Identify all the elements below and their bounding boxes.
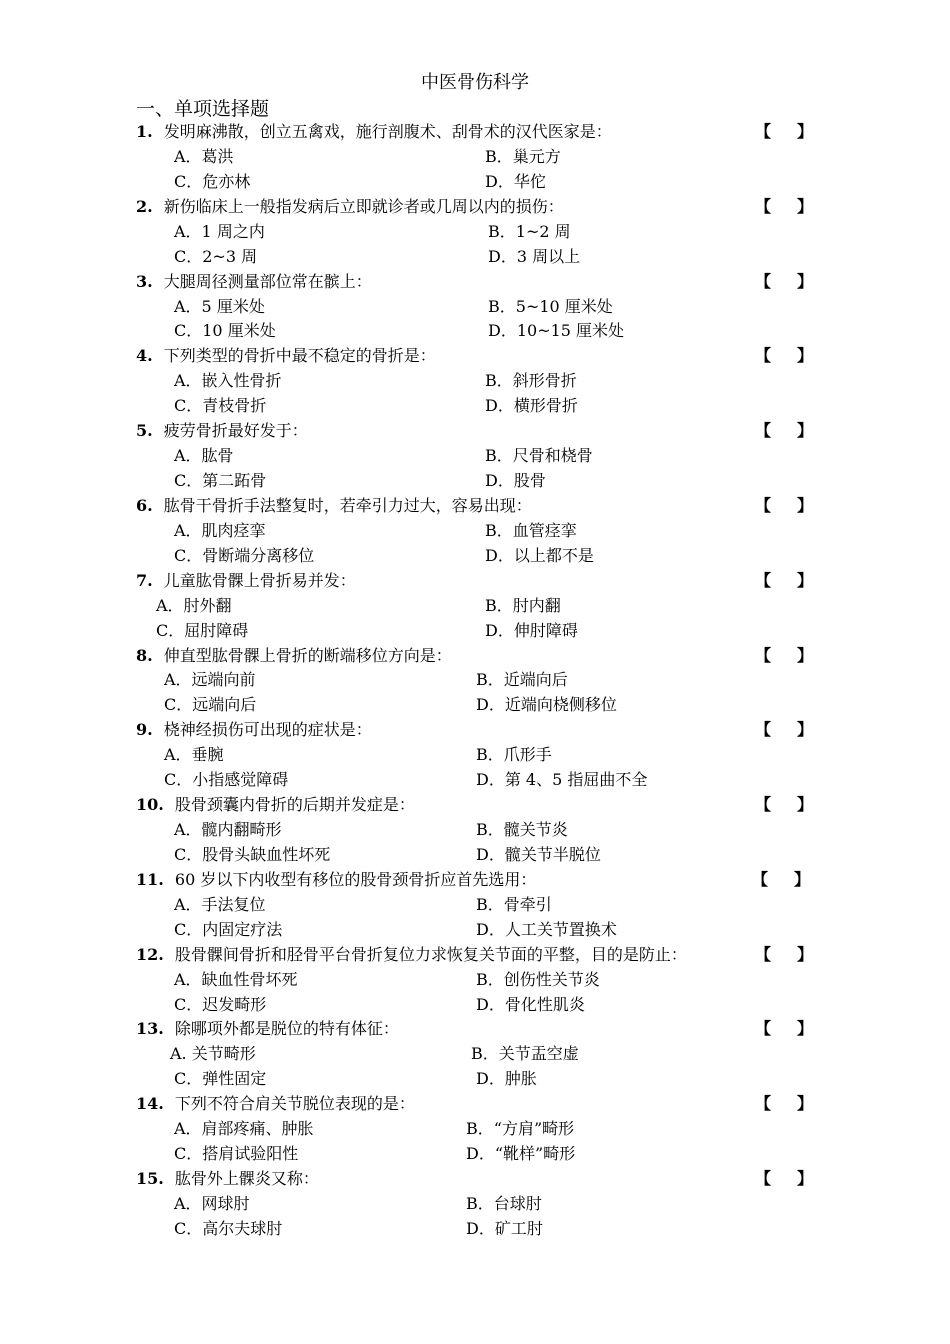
bracket-open: 【 xyxy=(755,720,772,740)
option-c: C．股骨头缺血性坏死 xyxy=(174,844,331,864)
option-c: C．弹性固定 xyxy=(174,1069,267,1089)
option-b: B．“方肩”畸形 xyxy=(466,1119,575,1139)
option-a: A．网球肘 xyxy=(174,1193,250,1213)
question-row xyxy=(136,793,415,817)
bracket-close: 】 xyxy=(793,869,810,889)
question-number: 14. xyxy=(136,1094,164,1114)
option-a: A．髋内翻畸形 xyxy=(174,820,282,840)
answer-bracket[interactable] xyxy=(755,1092,813,1116)
question-number: 8. xyxy=(136,645,153,665)
option-a: A．嵌入性骨折 xyxy=(174,371,282,391)
option-d: D．横形骨折 xyxy=(485,396,578,416)
option-a: A．手法复位 xyxy=(174,894,266,914)
option-a: A. 关节畸形 xyxy=(170,1044,256,1064)
option-b: B．5~10 厘米处 xyxy=(488,296,613,316)
option-c: C．危亦林 xyxy=(174,171,251,191)
question-row xyxy=(136,494,532,518)
option-d: D．骨化性肌炎 xyxy=(476,994,585,1014)
option-d: D．华佗 xyxy=(485,171,546,191)
bracket-close: 】 xyxy=(796,271,813,291)
option-d: D．肿胀 xyxy=(476,1069,537,1089)
question-text: 发明麻沸散，创立五禽戏，施行剖腹术、刮骨术的汉代医家是： xyxy=(158,122,612,141)
option-d: D．以上都不是 xyxy=(485,545,594,565)
answer-bracket[interactable] xyxy=(755,1167,813,1191)
question-row xyxy=(136,943,687,967)
option-d: D．伸肘障碍 xyxy=(485,620,578,640)
option-c: C．10 厘米处 xyxy=(174,321,276,341)
bracket-open: 【 xyxy=(752,869,769,889)
question-number: 12. xyxy=(136,944,164,964)
answer-bracket[interactable] xyxy=(752,868,810,892)
question-number: 5. xyxy=(136,421,153,441)
question-row xyxy=(136,644,452,668)
option-c: C．屈肘障碍 xyxy=(156,620,249,640)
option-b: B．创伤性关节炎 xyxy=(476,969,600,989)
question-row xyxy=(136,195,564,219)
option-c: C．内固定疗法 xyxy=(174,919,283,939)
bracket-open: 【 xyxy=(755,1019,772,1039)
answer-bracket[interactable] xyxy=(755,494,813,518)
answer-bracket[interactable] xyxy=(755,344,813,368)
option-d: D．近端向桡侧移位 xyxy=(476,695,617,715)
option-a: A．缺血性骨坏死 xyxy=(174,969,298,989)
option-b: B．关节盂空虚 xyxy=(471,1044,579,1064)
question-number: 7. xyxy=(136,570,153,590)
question-text: 大腿周径测量部位常在髌上： xyxy=(158,271,372,291)
bracket-close: 】 xyxy=(796,1169,813,1189)
question-text: 新伤临床上一般指发病后立即就诊者或几周以内的损伤： xyxy=(158,196,564,216)
option-c: C．远端向后 xyxy=(164,695,257,715)
option-b: B．髋关节炎 xyxy=(476,820,568,840)
bracket-open: 【 xyxy=(755,1169,772,1189)
question-text: 儿童肱骨髁上骨折易并发： xyxy=(158,570,356,590)
option-a: A．葛洪 xyxy=(174,146,234,166)
bracket-close: 】 xyxy=(796,1019,813,1039)
answer-bracket[interactable] xyxy=(755,1017,813,1041)
answer-bracket[interactable] xyxy=(755,195,813,219)
option-b: B．肘内翻 xyxy=(485,595,561,615)
bracket-open: 【 xyxy=(755,196,772,216)
question-number: 10. xyxy=(136,795,164,815)
option-c: C．小指感觉障碍 xyxy=(164,770,289,790)
bracket-close: 】 xyxy=(796,346,813,366)
question-number: 3. xyxy=(136,271,153,291)
option-d: D．髋关节半脱位 xyxy=(476,844,601,864)
question-text: 下列不符合肩关节脱位表现的是： xyxy=(169,1094,415,1114)
question-row xyxy=(136,419,308,443)
option-b: B．台球肘 xyxy=(466,1193,542,1213)
question-text: 肱骨外上髁炎又称： xyxy=(169,1169,319,1189)
option-d: D．人工关节置换术 xyxy=(476,919,617,939)
bracket-close: 】 xyxy=(796,196,813,216)
option-a: A．垂腕 xyxy=(164,745,224,765)
answer-bracket[interactable] xyxy=(755,419,813,443)
bracket-close: 】 xyxy=(796,421,813,441)
answer-bracket[interactable] xyxy=(755,793,813,817)
option-a: A．5 厘米处 xyxy=(174,296,265,316)
bracket-close: 】 xyxy=(796,570,813,590)
answer-bracket[interactable] xyxy=(755,943,813,967)
option-b: B．斜形骨折 xyxy=(485,371,577,391)
bracket-close: 】 xyxy=(796,122,813,141)
question-row xyxy=(136,1167,319,1191)
answer-bracket[interactable] xyxy=(755,270,813,294)
question-number: 2. xyxy=(136,196,153,216)
option-d: D．“靴样”畸形 xyxy=(466,1144,576,1164)
option-b: B．骨牵引 xyxy=(476,894,552,914)
bracket-open: 【 xyxy=(755,944,772,964)
option-a: A．肘外翻 xyxy=(156,595,232,615)
bracket-open: 【 xyxy=(755,1094,772,1114)
question-text: 除哪项外都是脱位的特有体征： xyxy=(169,1019,399,1039)
question-row xyxy=(136,1092,415,1116)
bracket-open: 【 xyxy=(755,645,772,665)
answer-bracket[interactable] xyxy=(755,569,813,593)
bracket-close: 】 xyxy=(796,495,813,515)
question-number: 6. xyxy=(136,495,153,515)
question-number: 13. xyxy=(136,1019,164,1039)
option-b: B．血管痉挛 xyxy=(485,520,577,540)
bracket-close: 】 xyxy=(796,795,813,815)
question-text: 60 岁以下内收型有移位的股骨颈骨折应首先选用： xyxy=(169,869,537,889)
bracket-open: 【 xyxy=(755,570,772,590)
bracket-open: 【 xyxy=(755,346,772,366)
option-c: C．搭肩试验阳性 xyxy=(174,1144,299,1164)
question-number: 4. xyxy=(136,346,153,366)
option-b: B．1~2 周 xyxy=(488,221,571,241)
question-number: 11. xyxy=(136,869,164,889)
question-number: 15. xyxy=(136,1169,164,1189)
bracket-close: 】 xyxy=(796,645,813,665)
option-c: C．高尔夫球肘 xyxy=(174,1218,283,1238)
question-text: 桡神经损伤可出现的症状是： xyxy=(158,720,372,740)
option-c: C．青枝骨折 xyxy=(174,396,267,416)
section-heading: 一、单项选择题 xyxy=(136,98,270,120)
bracket-close: 】 xyxy=(796,944,813,964)
question-row xyxy=(136,868,536,892)
answer-bracket[interactable] xyxy=(755,718,813,742)
answer-bracket[interactable] xyxy=(755,644,813,668)
option-c: C．第二跖骨 xyxy=(174,471,267,491)
bracket-open: 【 xyxy=(755,271,772,291)
option-d: D．股骨 xyxy=(485,471,546,491)
option-c: C．2~3 周 xyxy=(174,246,258,266)
bracket-open: 【 xyxy=(755,495,772,515)
bracket-open: 【 xyxy=(755,122,772,141)
question-row xyxy=(136,120,612,144)
question-text: 股骨颈囊内骨折的后期并发症是： xyxy=(169,795,415,815)
question-row xyxy=(136,270,372,294)
question-text: 疲劳骨折最好发于： xyxy=(158,421,308,441)
page-title: 中医骨伤科学 xyxy=(421,72,529,93)
question-text: 下列类型的骨折中最不稳定的骨折是： xyxy=(158,346,436,366)
option-a: A．1 周之内 xyxy=(174,221,265,241)
option-b: B．爪形手 xyxy=(476,745,552,765)
option-c: C．骨断端分离移位 xyxy=(174,545,315,565)
bracket-open: 【 xyxy=(755,795,772,815)
question-row xyxy=(136,1017,399,1041)
option-b: B．巢元方 xyxy=(485,146,561,166)
option-d: D．矿工肘 xyxy=(466,1218,543,1238)
option-b: B．尺骨和桡骨 xyxy=(485,446,593,466)
option-b: B．近端向后 xyxy=(476,670,568,690)
option-d: D．第 4、5 指屈曲不全 xyxy=(476,770,648,790)
bracket-open: 【 xyxy=(755,421,772,441)
option-a: A．肩部疼痛、肿胀 xyxy=(174,1119,314,1139)
question-text: 伸直型肱骨髁上骨折的断端移位方向是： xyxy=(158,645,452,665)
option-a: A．肱骨 xyxy=(174,446,234,466)
option-d: D．3 周以上 xyxy=(488,246,581,266)
option-c: C．迟发畸形 xyxy=(174,994,267,1014)
option-d: D．10~15 厘米处 xyxy=(488,321,625,341)
bracket-close: 】 xyxy=(796,1094,813,1114)
option-a: A．肌肉痉挛 xyxy=(174,520,266,540)
question-row xyxy=(136,569,356,593)
question-row xyxy=(136,344,436,368)
bracket-close: 】 xyxy=(796,720,813,740)
answer-bracket[interactable] xyxy=(755,120,813,144)
question-text: 股骨髁间骨折和胫骨平台骨折复位力求恢复关节面的平整，目的是防止： xyxy=(169,944,687,964)
question-text: 肱骨干骨折手法整复时，若牵引力过大，容易出现： xyxy=(158,495,532,515)
question-row xyxy=(136,718,372,742)
question-number: 1. xyxy=(136,122,153,141)
question-number: 9. xyxy=(136,720,153,740)
option-a: A．远端向前 xyxy=(164,670,256,690)
